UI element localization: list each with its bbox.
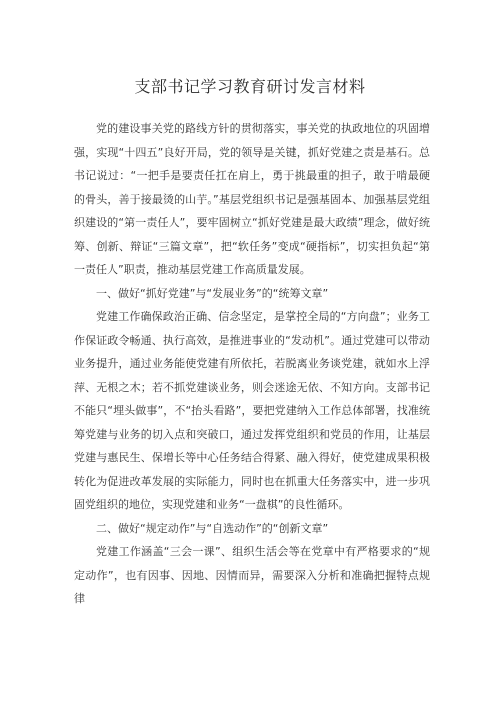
section-heading: 一、做好“抓好党建”与“发展业务”的“统筹文章” <box>96 286 329 300</box>
document-body <box>74 117 430 611</box>
body-paragraph: 党建工作涵盖“三会一课”、组织生活会等在党章中有严格要求的“规定动作”，也有因事、因地、因情而异，需要深入分析和准确把握特点规律 <box>74 545 430 605</box>
section-heading: 二、做好“规定动作”与“自选动作”的“创新文章” <box>96 521 329 535</box>
document-title: 支部书记学习教育研讨发言材料 <box>134 77 366 96</box>
body-paragraph: 党建工作确保政治正确、信念坚定，是掌控全局的“方向盘”；业务工作保证政令畅通、执行高效，是推进事业的“发动机”。通过党建可以带动业务提升，通过业务能使党建有所依托，若脱离业务谈党建，就如水上浮萍、无根之木；若不抓党建谈业务，则会迷途无依、不知方向。支部书记不能只“埋头做事”，不“抬头看路”，要把党建纳入工作总体部署，找准统筹党建与业务的切入点和突破口，通过发挥党组织和党员的作用，让基层党建与惠民生、保增长等中心任务结合得紧、融入得好，使党建成果积极转化为促进改革发展的实际能力，同时也在抓重大任务落实中，进一步巩固党组织的地位，实现党建和业务“一盘棋”的良性循环。 <box>74 310 430 511</box>
body-paragraph: 党的建设事关党的路线方针的贯彻落实，事关党的执政地位的巩固增强，实现“十四五”良好开局，党的领导是关键，抓好党建之责是基石。总书记说过：“一把手是要责任扛在肩上，勇于挑最重的担子，敢于啃最硬的骨头，善于接最烫的山芋。”基层党组织书记是强基固本、加强基层党组织建设的“第一责任人”，要牢固树立“抓好党建是最大政绩”理念，做好统筹、创新、辩证“三篇文章”，把“软任务”变成“硬指标”，切实担负起“第一责任人”职责，推动基层党建工作高质量发展。 <box>74 122 430 276</box>
